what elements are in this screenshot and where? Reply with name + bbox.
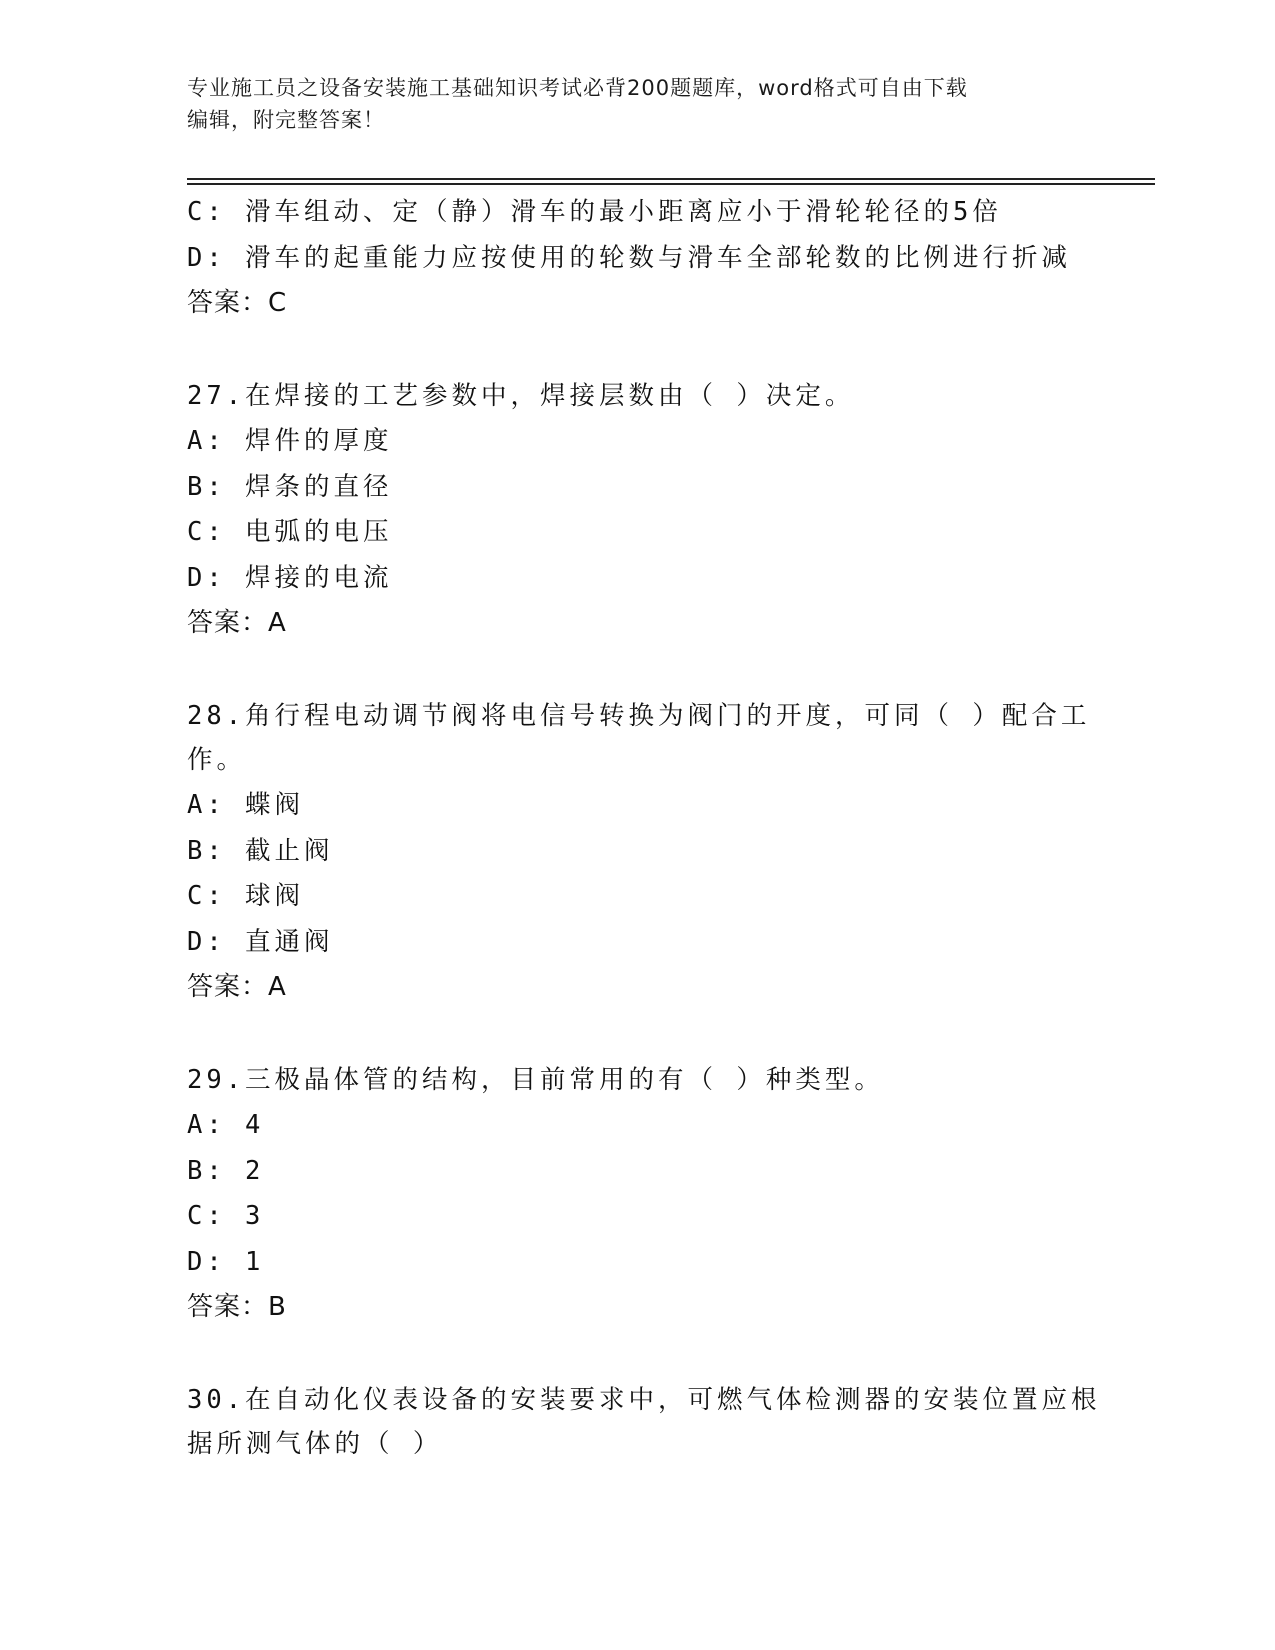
option-d: D: 直通阀 [187,926,334,957]
question-stem-continued: 作。 [187,744,247,775]
question-stem-continued: 据所测气体的（ ） [187,1428,443,1459]
option-a: A: 蝶阀 [187,790,305,820]
question-stem: 28.角行程电动调节阀将电信号转换为阀门的开度，可同（ ）配合工 [187,700,1091,731]
header-divider-top [187,178,1155,180]
option-c: C: 电弧的电压 [187,517,393,547]
document-header [187,72,1067,136]
option-a: A: 4 [187,1110,265,1140]
option-d: D: 滑车的起重能力应按使用的轮数与滑车全部轮数的比例进行折减 [187,242,1072,273]
option-a: A: 焊件的厚度 [187,426,393,456]
answer: 答案：C [187,288,288,318]
header-line-2: 编辑，附完整答案！ [187,108,385,132]
answer: 答案：A [187,972,287,1002]
option-d: D: 1 [187,1246,265,1277]
header-divider-bottom [187,183,1155,185]
question-list [187,190,1101,1467]
option-b: B: 截止阀 [187,835,334,866]
question-stem: 27.在焊接的工艺参数中，焊接层数由（ ）决定。 [187,380,855,411]
question-stem: 29.三极晶体管的结构，目前常用的有（ ）种类型。 [187,1064,884,1095]
option-b: B: 2 [187,1155,265,1186]
option-c: C: 滑车组动、定（静）滑车的最小距离应小于滑轮轮径的5倍 [187,197,1002,227]
question-30 [187,1378,1101,1468]
answer: 答案：A [187,608,287,638]
answer: 答案：B [187,1292,287,1322]
question-stem: 30.在自动化仪表设备的安装要求中，可燃气体检测器的安装位置应根 [187,1384,1101,1415]
question-29 [187,1058,1087,1331]
option-c: C: 球阀 [187,881,305,911]
question-27 [187,374,1087,647]
header-line-1: 专业施工员之设备安装施工基础知识考试必背200题题库，word格式可自由下载 [187,76,968,100]
option-d: D: 焊接的电流 [187,562,393,593]
option-b: B: 焊条的直径 [187,471,393,502]
option-c: C: 3 [187,1201,265,1231]
question-28 [187,694,1091,1011]
